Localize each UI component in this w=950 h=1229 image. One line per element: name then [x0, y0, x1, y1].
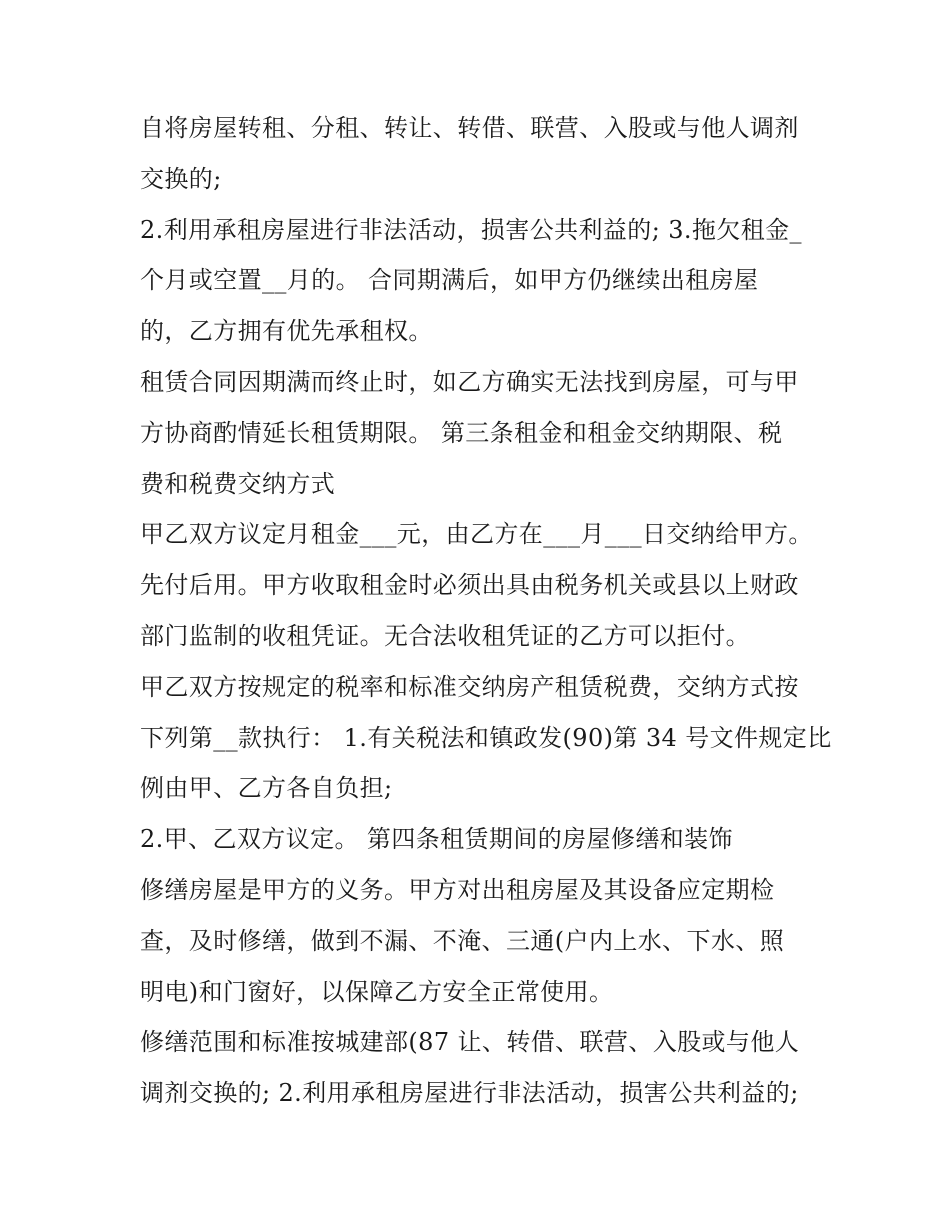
text-line: 甲乙双方议定月租金___元，由乙方在___月___日交纳给甲方。 [140, 520, 813, 549]
text-line: 交换的; [140, 164, 222, 193]
text-line: 下列第__款执行： 1.有关税法和镇政发(90)第 34 号文件规定比 [140, 723, 832, 752]
text-line: 修缮范围和标准按城建部(87 让、转借、联营、入股或与他人 [140, 1028, 800, 1057]
text-line: 费和税费交纳方式 [140, 469, 336, 498]
text-line: 租赁合同因期满而终止时，如乙方确实无法找到房屋，可与甲 [140, 367, 799, 396]
text-line: 查，及时修缮，做到不漏、不淹、三通(户内上水、下水、照 [140, 926, 785, 955]
text-line: 先付后用。甲方收取租金时必须出具由税务机关或县以上财政 [140, 571, 799, 600]
text-line: 例由甲、乙方各自负担; [140, 774, 393, 803]
text-line: 个月或空置__月的。 合同期满后，如甲方仍继续出租房屋 [140, 266, 759, 295]
text-line: 的，乙方拥有优先承租权。 [140, 317, 433, 346]
text-line: 2.甲、乙双方议定。 第四条租赁期间的房屋修缮和装饰 [140, 825, 733, 854]
text-line: 方协商酌情延长租赁期限。 第三条租金和租金交纳期限、税 [140, 418, 783, 447]
text-line: 修缮房屋是甲方的义务。甲方对出租房屋及其设备应定期检 [140, 875, 775, 904]
text-line: 部门监制的收租凭证。无合法收租凭证的乙方可以拒付。 [140, 621, 750, 650]
text-line: 明电)和门窗好，以保障乙方安全正常使用。 [140, 977, 614, 1006]
text-line: 2.利用承租房屋进行非法活动，损害公共利益的; 3.拖欠租金_ [140, 215, 802, 244]
document-body [140, 103, 840, 1119]
text-line: 调剂交换的; 2.利用承租房屋进行非法活动，损害公共利益的; [140, 1079, 799, 1108]
text-line: 甲乙双方按规定的税率和标准交纳房产租赁税费，交纳方式按 [140, 672, 799, 701]
text-line: 自将房屋转租、分租、转让、转借、联营、入股或与他人调剂 [140, 114, 799, 142]
